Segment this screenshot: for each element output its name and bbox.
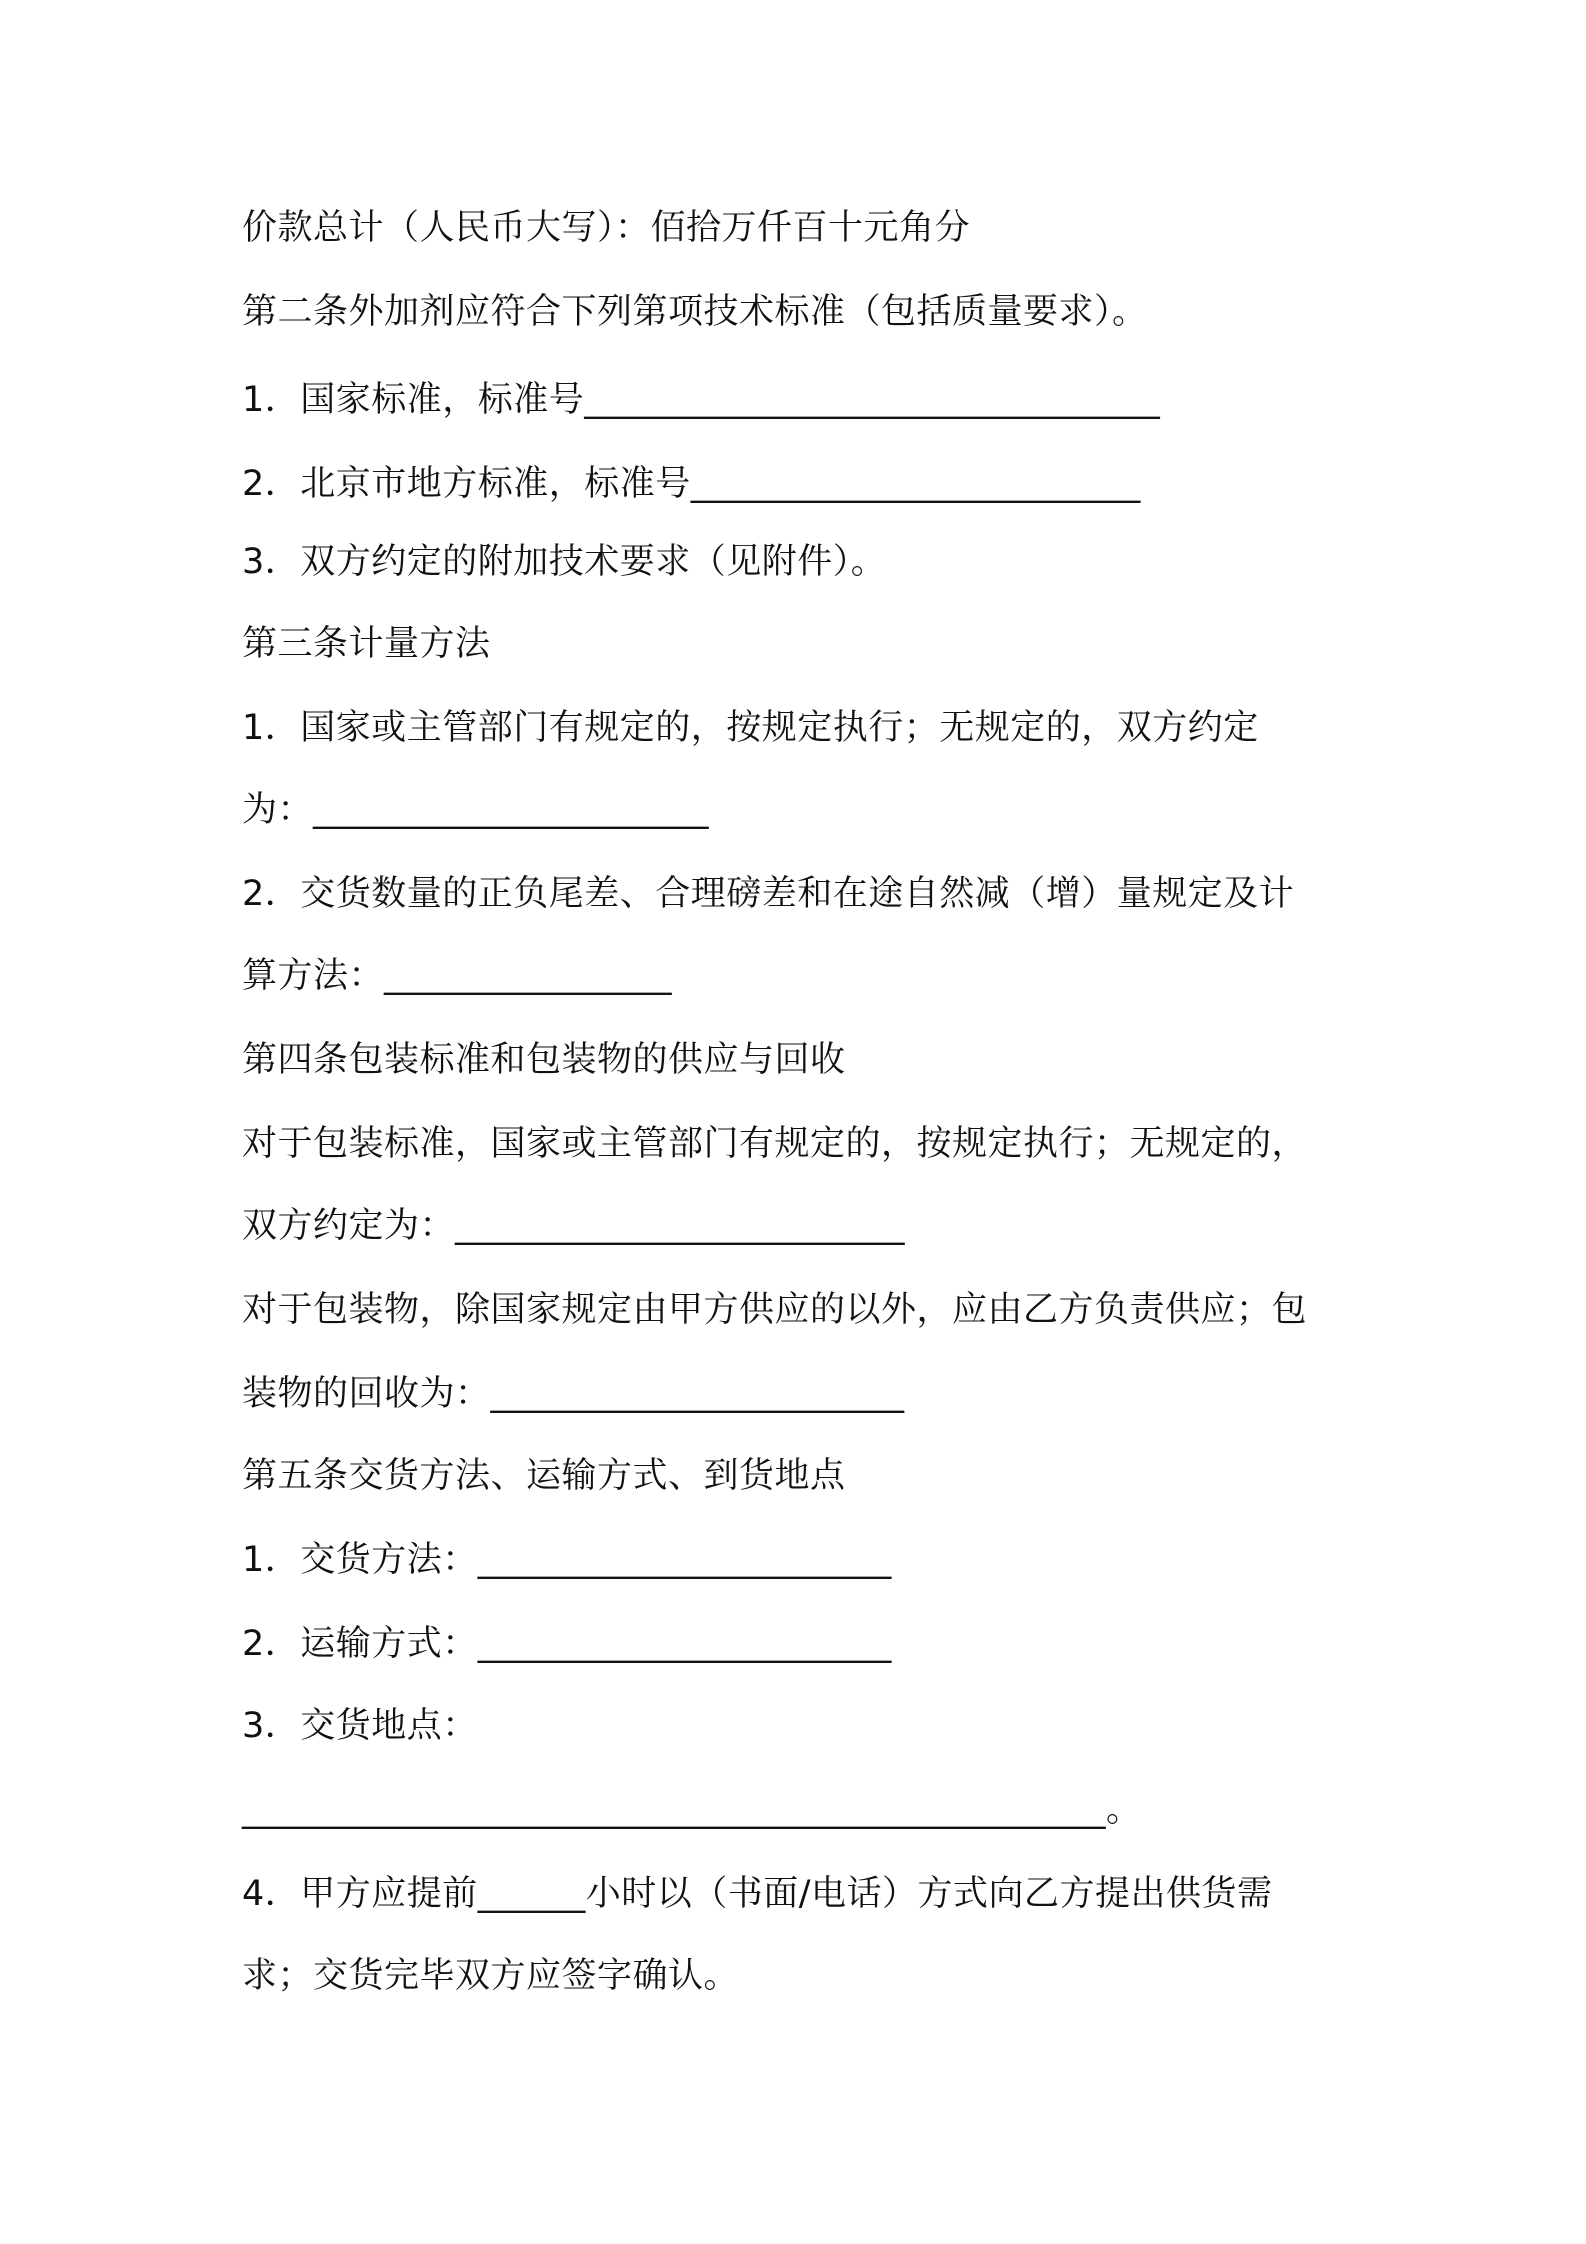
article-5-item-3-blank: ________________________________________________。 [242,1790,1142,1830]
article-3-item-1-line-1: 1．国家或主管部门有规定的，按规定执行；无规定的，双方约定 [242,708,1259,748]
article-4-para-1-line-1: 对于包装标准，国家或主管部门有规定的，按规定执行；无规定的， [242,1124,1308,1164]
article-5-heading: 第五条交货方法、运输方式、到货地点 [242,1456,846,1496]
article-4-para-1-line-2: 双方约定为：_________________________ [242,1206,906,1246]
article-3-item-1-line-2: 为：______________________ [242,790,710,830]
article-4-para-2-line-1: 对于包装物，除国家规定由甲方供应的以外，应由乙方负责供应；包 [242,1290,1308,1330]
article-4-heading: 第四条包装标准和包装物的供应与回收 [242,1040,846,1080]
article-3-item-2-line-2: 算方法：________________ [242,956,673,996]
article-5-item-4-line-1: 4．甲方应提前______小时以（书面/电话）方式向乙方提出供货需 [242,1874,1273,1914]
article-3-item-2-line-1: 2．交货数量的正负尾差、合理磅差和在途自然减（增）量规定及计 [242,874,1295,914]
article-4-para-2-line-2: 装物的回收为：_______________________ [242,1374,905,1414]
total-price-line: 价款总计（人民币大写）：佰拾万仟百十元角分 [242,208,971,248]
article-5-item-4-line-2: 求；交货完毕双方应签字确认。 [242,1956,740,1996]
article-5-item-3: 3．交货地点： [242,1706,478,1746]
article-2-item-1: 1．国家标准，标准号________________________________ [242,380,1161,420]
article-2-item-3: 3．双方约定的附加技术要求（见附件）。 [242,542,887,582]
article-5-item-2: 2．运输方式：_______________________ [242,1624,892,1664]
article-2-item-2: 2．北京市地方标准，标准号_________________________ [242,464,1141,504]
article-5-item-1: 1．交货方法：_______________________ [242,1540,892,1580]
article-2-heading: 第二条外加剂应符合下列第项技术标准（包括质量要求）。 [242,292,1148,332]
article-3-heading: 第三条计量方法 [242,624,491,664]
